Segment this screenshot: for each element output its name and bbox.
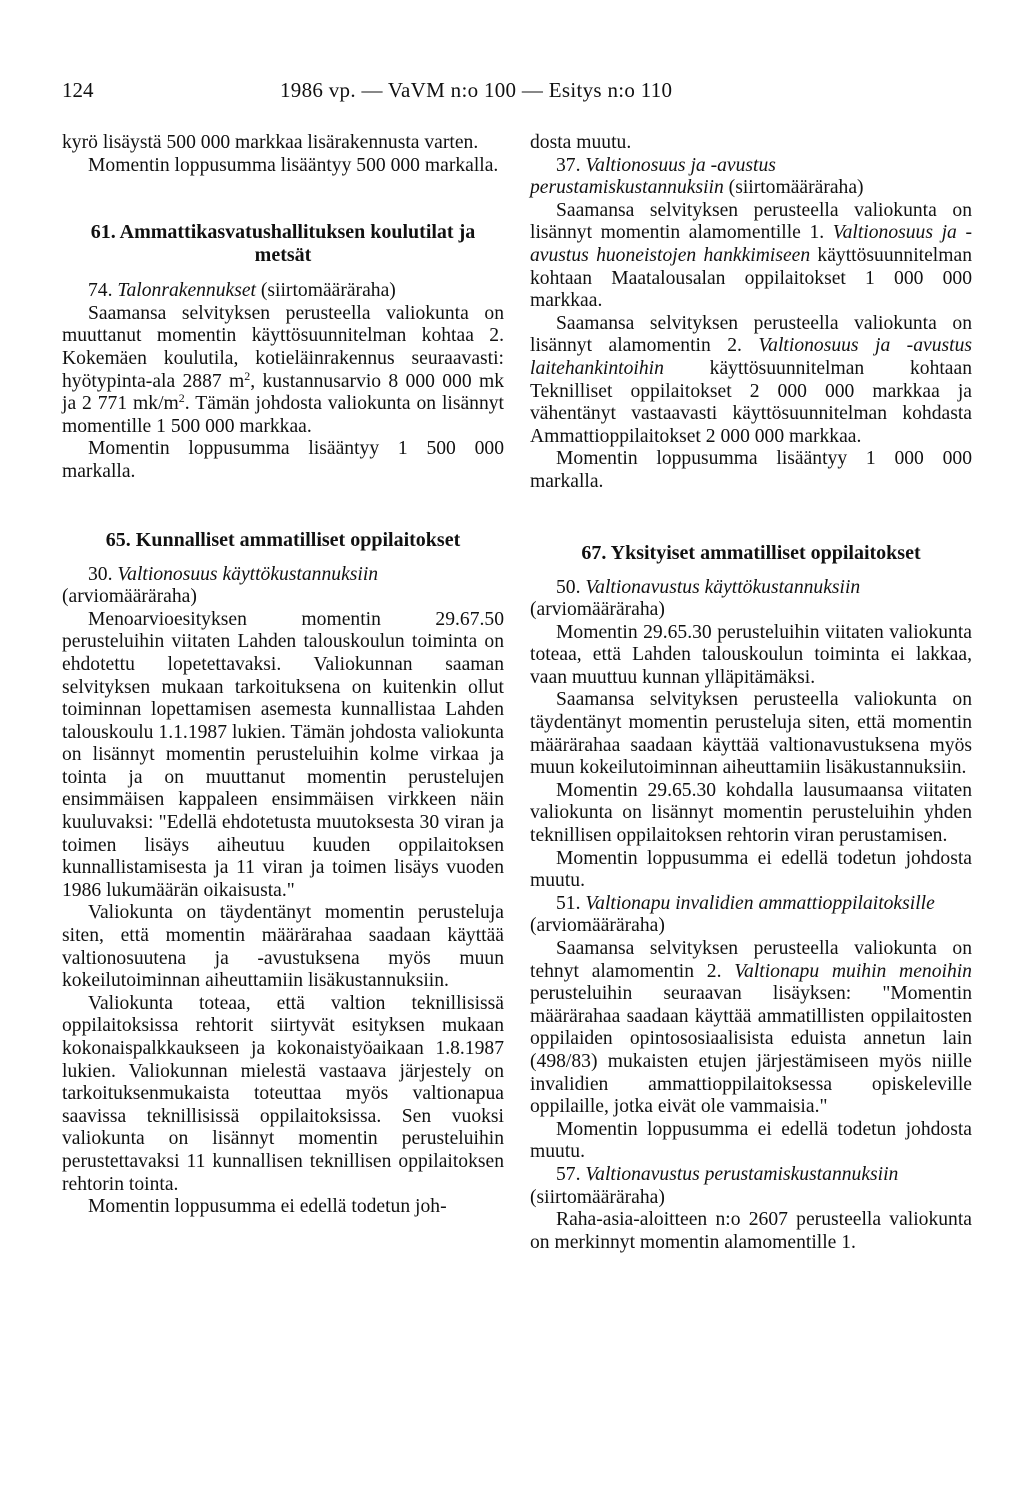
right-column — [530, 132, 972, 1254]
paragraph: Menoarvioesityksen momentin 29.67.50 perusteluihin viitaten Lahden talouskoulun toiminta on ehdotettu lopetettavaksi. Valiokunnan saaman selvityksen mukaan tarkoituksena on kuitenkin ollut toiminnan lopettamisen asemesta kunnallistaa Lahden talouskoulu 1.1.1987 lukien. Tämän johdosta valiokunta on lisännyt momentin perusteluihin kolme virkaa ja tointa ja on muuttanut momentin perustelujen ensimmäisen kappaleen ensimmäisen virkkeen näin kuuluvaksi: "Edellä ehdotetusta muutoksesta 30 viran ja toimen lisäys aiheutuu kuuden oppilaitoksen kunnallistamisesta ja 11 viran ja toimen lisäys vuoden 1986 lukumäärän oikaisusta." — [62, 608, 504, 901]
section-heading-65: 65. Kunnalliset ammatilliset oppilaitokset — [105, 528, 461, 551]
paragraph: Saamansa selvityksen perusteella valiokunta on tehnyt alamomentin 2. Valtionapu muihin menoihin perusteluihin seuraavan lisäyksen: "Momentin määrärahaa saadaan käyttää ammatillisten oppilaitosten oppilaiden opintososiaalisista eduista annetun lain (498/83) mukaisten etujen järjestämiseen myös niille invalidien ammattioppilaitoksessa opiskeleville oppilaille, jotka eivät ole vammaisia." — [530, 938, 972, 1118]
section-heading-61: 61. Ammattikasvatushallituksen koulutilat ja metsät — [90, 221, 476, 267]
item-heading-51: 51. Valtionapu invalidien ammattioppilaitoksille (arviomääräraha) — [530, 892, 935, 937]
paragraph: Raha-asia-aloitteen n:o 2607 perusteella valiokunta on merkinnyt momentin alamomentille 1. — [530, 1209, 972, 1253]
paragraph: kyrö lisäystä 500 000 markkaa lisärakennusta varten. — [62, 132, 479, 153]
paragraph: Valiokunta toteaa, että valtion teknillisissä oppilaitoksissa rehtorit siirtyvät esityksen mukaan kokonaispalkkaukseen ja kokonaistyöaikaan 1.8.1987 lukien. Valiokunnan mielestä vastaava järjestely on tarkoituksenmukaista toteuttaa myös valtionapua saavissa teknillisissä oppilaitoksissa. Sen vuoksi valiokunta on lisännyt momentin perusteluihin perustettavaksi 11 kunnallisen teknillisen oppilaitoksen rehtorin tointa. — [62, 992, 504, 1195]
item-title: Valtionavustus käyttökustannuksiin — [585, 576, 861, 598]
paragraph: Momentin 29.65.30 perusteluihin viitaten valiokunta toteaa, että Lahden talouskoulun toiminta ei lakkaa, vaan muuttuu kunnan ylläpitämäksi. — [530, 621, 972, 688]
page-header — [62, 78, 982, 108]
paragraph: Saamansa selvityksen perusteella valiokunta on täydentänyt momentin perusteluja siten, että momentin määrärahaa saadaan käyttää valtionavustuksena myös muun kokeilutoiminnan aiheuttamiin lisäkustannuksiin. — [530, 689, 972, 779]
item-title: Valtionosuus käyttökustannuksiin — [117, 563, 379, 585]
paragraph: Momentin loppusumma lisääntyy 500 000 markalla. — [88, 154, 499, 176]
paragraph: Momentin loppusumma ei edellä todetun johdosta muutu. — [530, 847, 972, 892]
item-heading-74: 74. Talonrakennukset (siirtomääräraha) — [88, 280, 396, 302]
page-number: 124 — [62, 78, 94, 102]
paragraph: Momentin 29.65.30 kohdalla lausumaansa viitaten valiokunta on lisännyt momentin perusteluihin yhden teknillisen oppilaitoksen rehtorin viran perustamisen. — [530, 779, 972, 847]
item-heading-37: 37. Valtionosuus ja -avustus perustamiskustannuksiin (siirtomääräraha) — [530, 154, 864, 199]
running-title: 1986 vp. — VaVM n:o 100 — Esitys n:o 110 — [280, 78, 673, 102]
paragraph: Momentin loppusumma lisääntyy 1 000 000 markalla. — [530, 448, 972, 492]
paragraph: Saamansa selvityksen perusteella valiokunta on lisännyt momentin alamomentille 1. Valtionosuus ja -avustus huoneistojen hankkimiseen käyttösuunnitelman kohtaan Maatalousalan oppilaitokset 1 000 000 markkaa. — [530, 199, 972, 312]
paragraph: Saamansa selvityksen perusteella valiokunta on muuttanut momentin käyttösuunnitelman kohtaa 2. Kokemäen koulutila, kotieläinrakennus seuraavasti: hyötypinta-ala 2887 $m^2$, kustannusarvio 8 000 000 mk ja 2 771 $mk/m^2$. Tämän johdosta valiokunta on lisännyt momentille 1 500 000 markkaa. — [62, 302, 504, 437]
section-heading-67: 67. Yksityiset ammatilliset oppilaitokset — [581, 541, 921, 564]
item-title: Valtionosuus ja -avustus perustamiskustannuksiin — [530, 154, 776, 199]
item-title: Valtionavustus perustamiskustannuksiin — [585, 1163, 899, 1185]
paragraph: Momentin loppusumma ei edellä todetun joh- — [88, 1196, 447, 1218]
item-title: Talonrakennukset — [117, 280, 256, 302]
paragraph: Momentin loppusumma ei edellä todetun johdosta muutu. — [530, 1118, 972, 1163]
item-heading-57: 57. Valtionavustus perustamiskustannuksiin (siirtomääräraha) — [530, 1163, 899, 1208]
paragraph: Momentin loppusumma lisääntyy 1 500 000 markalla. — [62, 438, 504, 482]
item-heading-30: 30. Valtionosuus käyttökustannuksiin (arviomääräraha) — [62, 563, 379, 608]
paragraph: Valiokunta on täydentänyt momentin perusteluja siten, että momentin määrärahaa saadaan käyttää valtionosuutena ja -avustuksena myös muun kokeilutoiminnan aiheuttamiin lisäkustannuksiin. — [62, 902, 504, 992]
item-title: Valtionapu invalidien ammattioppilaitoksille — [585, 892, 935, 914]
paragraph: dosta muutu. — [530, 132, 632, 153]
paragraph: Saamansa selvityksen perusteella valiokunta on lisännyt alamomentin 2. Valtionosuus ja -avustus laitehankintoihin käyttösuunnitelman kohtaan Teknilliset oppilaitokset 2 000 000 markkaa ja vähentänyt vastaavasti käyttösuunnitelman kohdasta Ammattioppilaitokset 2 000 000 markkaa. — [530, 312, 972, 447]
item-heading-50: 50. Valtionavustus käyttökustannuksiin (arviomääräraha) — [530, 576, 861, 621]
left-column — [62, 132, 504, 1219]
